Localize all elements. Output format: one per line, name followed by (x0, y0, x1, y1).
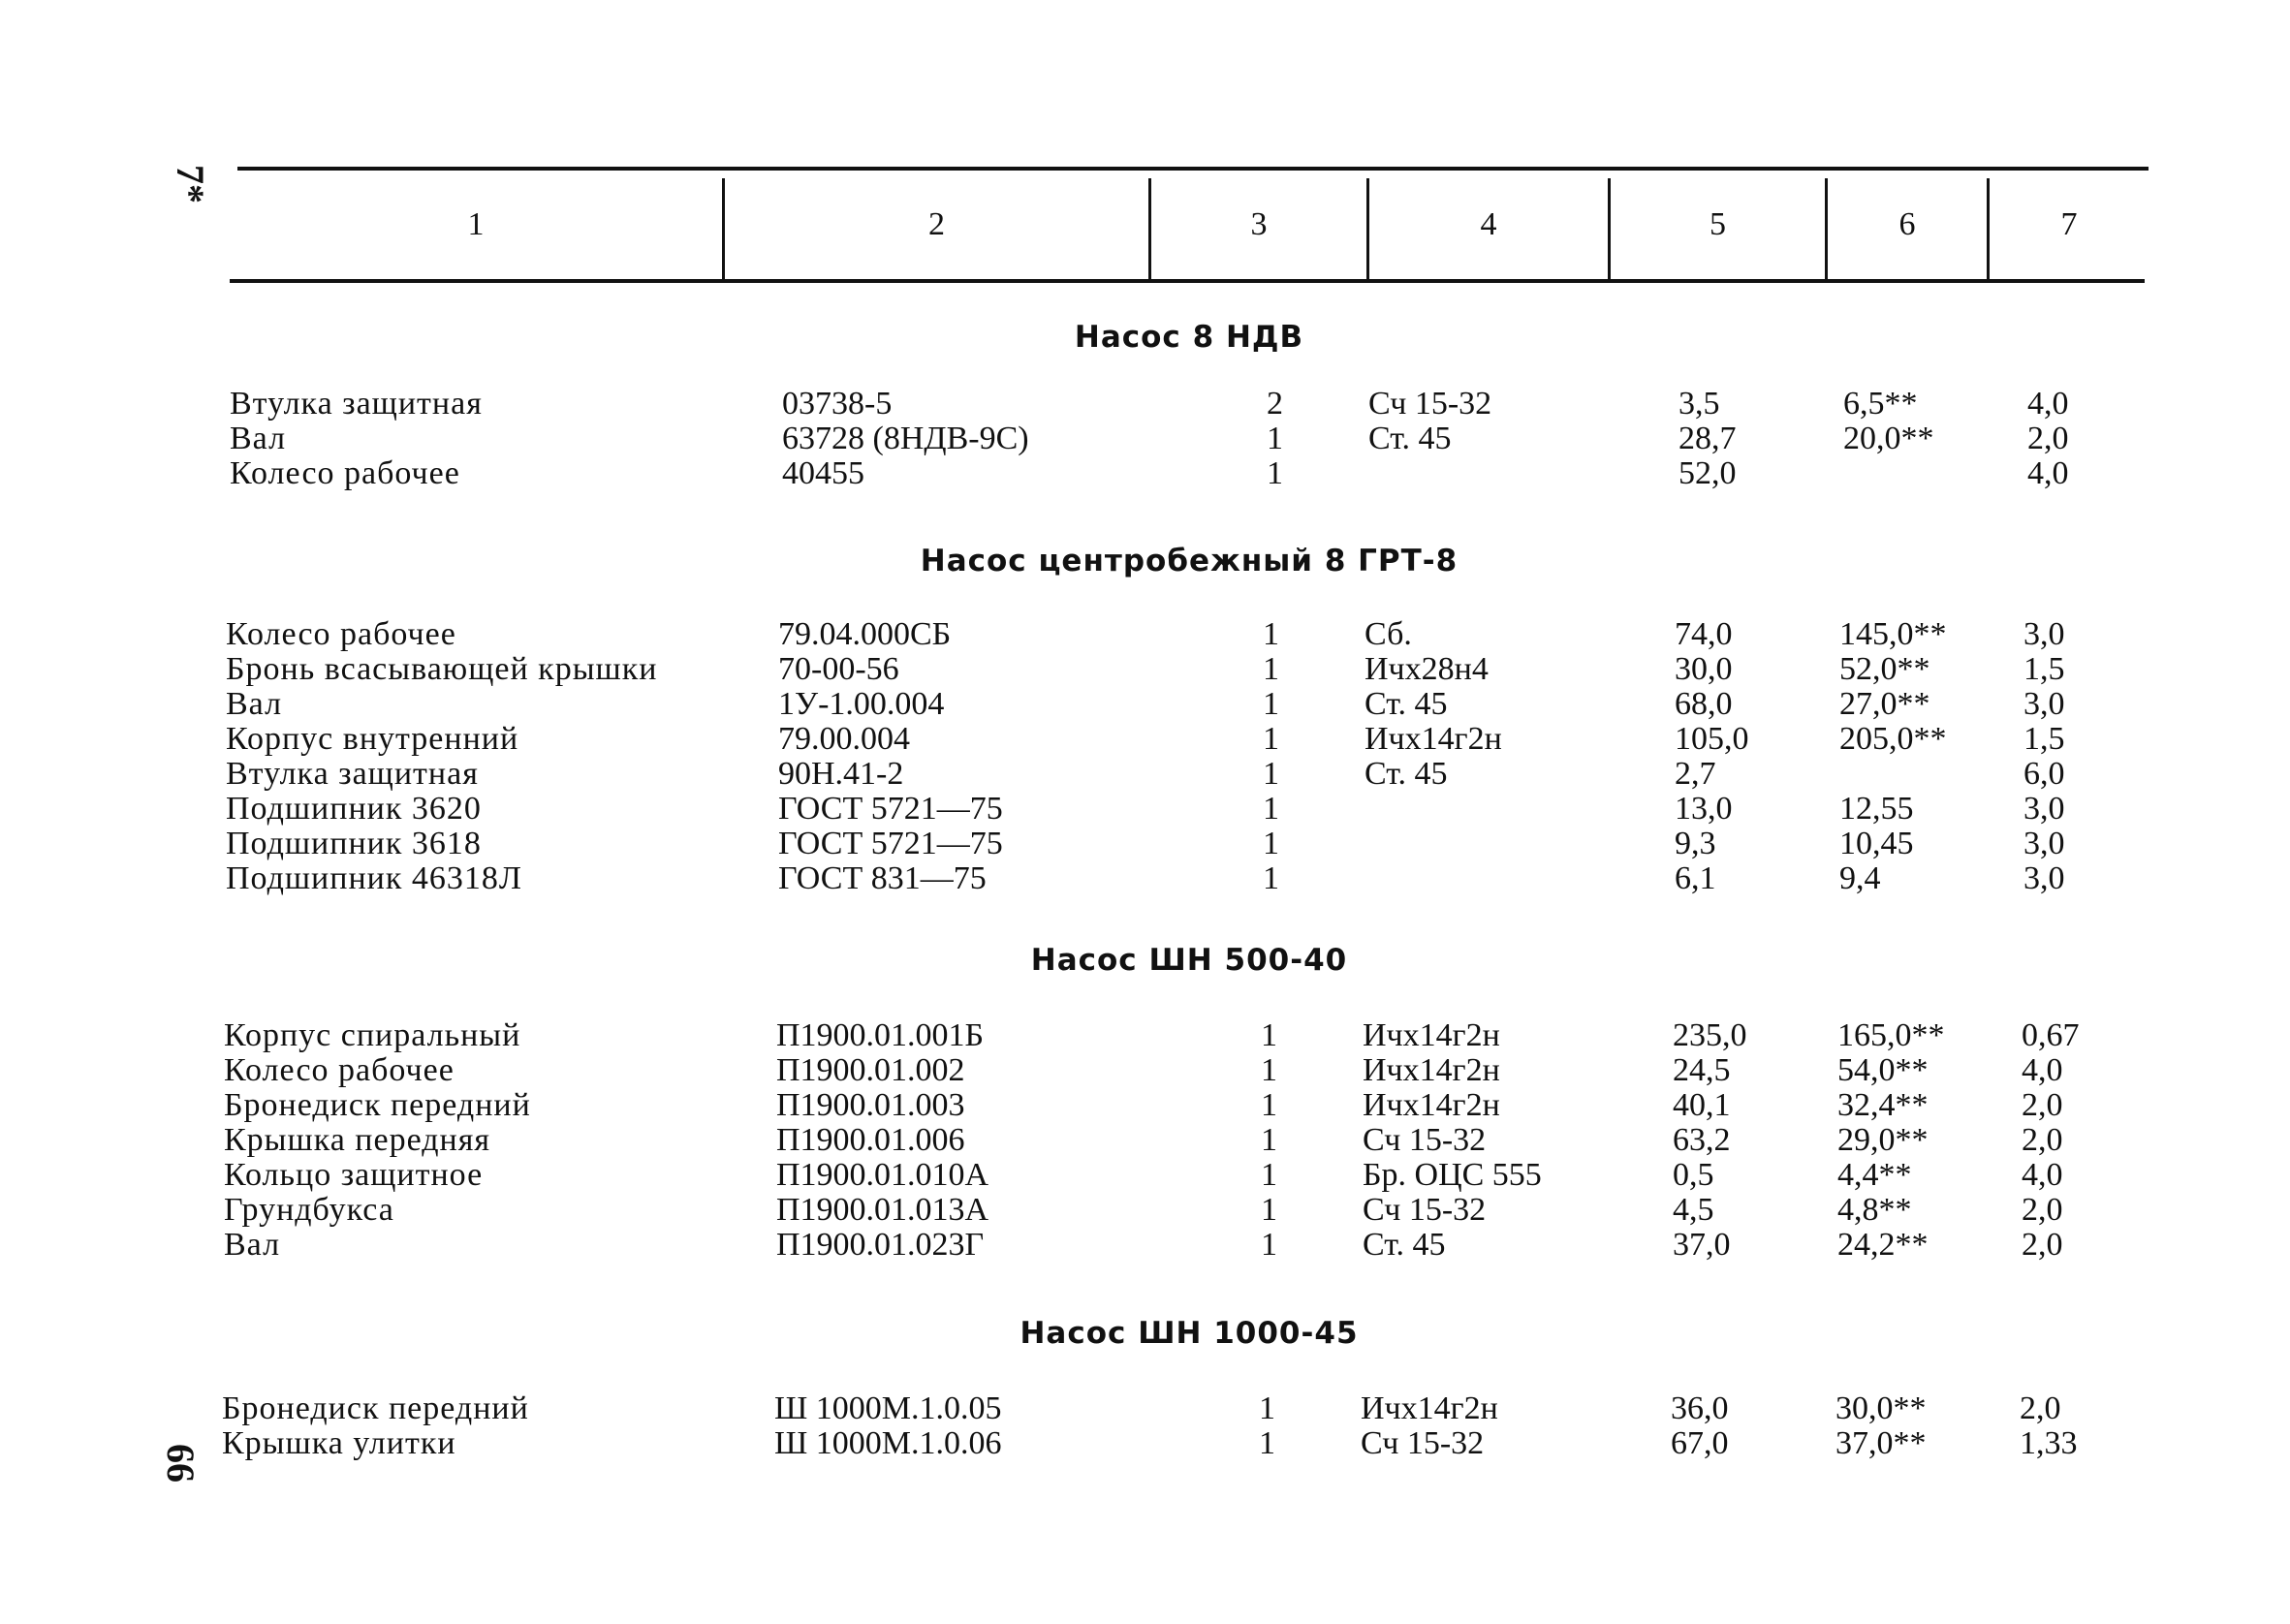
cell-mass: 3,5 (1678, 386, 1720, 422)
cell-quantity: 1 (1261, 1087, 1277, 1123)
cell-mass: 63,2 (1673, 1122, 1731, 1158)
table-row (224, 1123, 2143, 1158)
section-title: Насос 8 НДВ (1074, 320, 1304, 355)
header-col-2: 2 (928, 206, 945, 242)
table-row (224, 1018, 2143, 1053)
table-row (226, 757, 2145, 792)
table-row (226, 652, 2145, 687)
cell-part-name: Вал (230, 421, 287, 456)
cell-norm: 0,67 (2022, 1017, 2080, 1053)
cell-part-name: Корпус спиральный (224, 1017, 521, 1053)
cell-norm: 3,0 (2023, 616, 2065, 652)
cell-material: Ичх28н4 (1365, 651, 1489, 687)
cell-material: Сч 15-32 (1368, 386, 1492, 422)
cell-part-name: Вал (226, 686, 283, 722)
cell-drawing-number: Ш 1000М.1.0.06 (774, 1425, 1002, 1461)
cell-drawing-number: П1900.01.003 (776, 1087, 965, 1123)
cell-quantity: 1 (1259, 1390, 1275, 1426)
cell-material: Ичх14г2н (1363, 1052, 1500, 1088)
cell-mass: 37,0 (1673, 1227, 1731, 1263)
cell-drawing-number: П1900.01.010А (776, 1157, 989, 1193)
cell-drawing-number: П1900.01.006 (776, 1122, 965, 1158)
cell-quantity: 1 (1261, 1192, 1277, 1228)
page-marker-top: 7* (169, 165, 212, 203)
table-header-rule (230, 279, 2145, 283)
cell-norm: 6,0 (2023, 756, 2065, 792)
cell-mass: 30,0 (1675, 651, 1733, 687)
table-row (230, 387, 2149, 422)
cell-material: Ичх14г2н (1361, 1390, 1498, 1426)
cell-quantity: 1 (1263, 721, 1279, 757)
cell-material: Ст. 45 (1368, 421, 1452, 456)
table-row (226, 687, 2145, 722)
cell-part-name: Колесо рабочее (226, 616, 456, 652)
cell-mass-alt: 145,0** (1839, 616, 1947, 652)
cell-mass: 67,0 (1671, 1425, 1729, 1461)
cell-mass: 40,1 (1673, 1087, 1731, 1123)
cell-norm: 3,0 (2023, 686, 2065, 722)
cell-mass-alt: 10,45 (1839, 826, 1914, 861)
cell-drawing-number: П1900.01.001Б (776, 1017, 985, 1053)
cell-mass-alt: 205,0** (1839, 721, 1947, 757)
cell-quantity: 1 (1261, 1122, 1277, 1158)
section-title: Насос ШН 1000-45 (1020, 1316, 1359, 1351)
cell-quantity: 2 (1267, 386, 1283, 422)
cell-material: Ст. 45 (1363, 1227, 1446, 1263)
cell-part-name: Кольцо защитное (224, 1157, 484, 1193)
cell-drawing-number: 03738-5 (782, 386, 893, 422)
table-row (224, 1158, 2143, 1193)
table-row (226, 792, 2145, 827)
cell-quantity: 1 (1261, 1017, 1277, 1053)
cell-mass: 24,5 (1673, 1052, 1731, 1088)
cell-norm: 3,0 (2023, 791, 2065, 827)
header-col-6: 6 (1898, 206, 1916, 242)
cell-drawing-number: 70-00-56 (778, 651, 899, 687)
cell-drawing-number: П1900.01.023Г (776, 1227, 985, 1263)
table-row (226, 861, 2145, 896)
header-col-4: 4 (1480, 206, 1497, 242)
cell-norm: 2,0 (2022, 1122, 2063, 1158)
cell-material: Сч 15-32 (1363, 1192, 1487, 1228)
table-header (230, 171, 2149, 279)
table-row (230, 456, 2149, 491)
cell-material: Сч 15-32 (1361, 1425, 1485, 1461)
cell-mass-alt: 24,2** (1837, 1227, 1929, 1263)
cell-material: Сб. (1365, 616, 1412, 652)
cell-norm: 1,5 (2023, 721, 2065, 757)
cell-mass-alt: 52,0** (1839, 651, 1930, 687)
cell-material: Ст. 45 (1365, 756, 1448, 792)
cell-norm: 3,0 (2023, 826, 2065, 861)
cell-part-name: Бронедиск передний (222, 1390, 529, 1426)
cell-norm: 4,0 (2027, 455, 2069, 491)
cell-drawing-number: П1900.01.002 (776, 1052, 965, 1088)
cell-norm: 2,0 (2022, 1227, 2063, 1263)
cell-material: Ичх14г2н (1363, 1017, 1500, 1053)
cell-mass: 28,7 (1678, 421, 1737, 456)
cell-mass-alt: 4,4** (1837, 1157, 1912, 1193)
table-row (224, 1053, 2143, 1088)
cell-quantity: 1 (1263, 860, 1279, 896)
cell-mass-alt: 54,0** (1837, 1052, 1929, 1088)
cell-drawing-number: ГОСТ 5721—75 (778, 826, 1003, 861)
cell-material: Ичх14г2н (1363, 1087, 1500, 1123)
cell-norm: 2,0 (2022, 1087, 2063, 1123)
cell-mass: 9,3 (1675, 826, 1716, 861)
cell-drawing-number: ГОСТ 5721—75 (778, 791, 1003, 827)
cell-quantity: 1 (1261, 1157, 1277, 1193)
cell-quantity: 1 (1263, 651, 1279, 687)
cell-drawing-number: 79.04.000СБ (778, 616, 952, 652)
cell-mass: 68,0 (1675, 686, 1733, 722)
header-col-1: 1 (467, 206, 485, 242)
cell-part-name: Втулка защитная (230, 386, 483, 422)
cell-norm: 2,0 (2020, 1390, 2061, 1426)
cell-part-name: Втулка защитная (226, 756, 479, 792)
cell-mass-alt: 6,5** (1843, 386, 1918, 422)
cell-drawing-number: ГОСТ 831—75 (778, 860, 987, 896)
cell-mass: 74,0 (1675, 616, 1733, 652)
table-row (224, 1088, 2143, 1123)
cell-mass-alt: 29,0** (1837, 1122, 1929, 1158)
cell-quantity: 1 (1261, 1052, 1277, 1088)
table-row (230, 422, 2149, 456)
cell-mass: 36,0 (1671, 1390, 1729, 1426)
cell-part-name: Грундбукса (224, 1192, 394, 1228)
cell-material: Сч 15-32 (1363, 1122, 1487, 1158)
header-col-7: 7 (2060, 206, 2078, 242)
cell-mass-alt: 9,4 (1839, 860, 1881, 896)
cell-mass: 52,0 (1678, 455, 1737, 491)
cell-drawing-number: 79.00.004 (778, 721, 910, 757)
cell-mass: 235,0 (1673, 1017, 1747, 1053)
cell-mass: 6,1 (1675, 860, 1716, 896)
cell-mass: 13,0 (1675, 791, 1733, 827)
cell-part-name: Вал (224, 1227, 281, 1263)
cell-part-name: Крышка передняя (224, 1122, 490, 1158)
cell-norm: 2,0 (2027, 421, 2069, 456)
table-row (226, 827, 2145, 861)
cell-part-name: Колесо рабочее (230, 455, 460, 491)
cell-quantity: 1 (1259, 1425, 1275, 1461)
cell-norm: 1,5 (2023, 651, 2065, 687)
cell-mass-alt: 20,0** (1843, 421, 1934, 456)
cell-material: Ичх14г2н (1365, 721, 1502, 757)
table-row (222, 1391, 2141, 1426)
cell-quantity: 1 (1267, 421, 1283, 456)
cell-quantity: 1 (1263, 686, 1279, 722)
cell-quantity: 1 (1263, 791, 1279, 827)
cell-drawing-number: Ш 1000М.1.0.05 (774, 1390, 1002, 1426)
cell-mass-alt: 32,4** (1837, 1087, 1929, 1123)
cell-part-name: Корпус внутренний (226, 721, 519, 757)
cell-drawing-number: П1900.01.013А (776, 1192, 989, 1228)
cell-mass-alt: 30,0** (1835, 1390, 1927, 1426)
cell-mass-alt: 4,8** (1837, 1192, 1912, 1228)
cell-quantity: 1 (1263, 756, 1279, 792)
cell-drawing-number: 90Н.41-2 (778, 756, 904, 792)
header-col-5: 5 (1710, 206, 1726, 242)
cell-drawing-number: 63728 (8НДВ-9С) (782, 421, 1029, 456)
cell-quantity: 1 (1263, 616, 1279, 652)
table-row (222, 1426, 2141, 1461)
page-number: 66 (159, 1444, 203, 1483)
cell-norm: 4,0 (2022, 1052, 2063, 1088)
section-title: Насос центробежный 8 ГРТ-8 (920, 544, 1459, 578)
cell-norm: 2,0 (2022, 1192, 2063, 1228)
cell-mass-alt: 27,0** (1839, 686, 1930, 722)
cell-drawing-number: 40455 (782, 455, 864, 491)
cell-quantity: 1 (1263, 826, 1279, 861)
cell-norm: 4,0 (2022, 1157, 2063, 1193)
cell-part-name: Бронь всасывающей крышки (226, 651, 658, 687)
cell-material: Бр. ОЦС 555 (1363, 1157, 1542, 1193)
cell-quantity: 1 (1267, 455, 1283, 491)
table-row (226, 722, 2145, 757)
cell-part-name: Колесо рабочее (224, 1052, 455, 1088)
cell-norm: 3,0 (2023, 860, 2065, 896)
cell-mass: 4,5 (1673, 1192, 1714, 1228)
cell-material: Ст. 45 (1365, 686, 1448, 722)
cell-mass: 0,5 (1673, 1157, 1714, 1193)
cell-mass-alt: 165,0** (1837, 1017, 1945, 1053)
table-row (226, 617, 2145, 652)
cell-norm: 4,0 (2027, 386, 2069, 422)
cell-part-name: Подшипник 3620 (226, 791, 482, 827)
cell-mass-alt: 12,55 (1839, 791, 1914, 827)
cell-mass: 2,7 (1675, 756, 1716, 792)
cell-mass-alt: 37,0** (1835, 1425, 1927, 1461)
cell-mass: 105,0 (1675, 721, 1749, 757)
cell-part-name: Бронедиск передний (224, 1087, 531, 1123)
header-col-3: 3 (1250, 206, 1268, 242)
cell-part-name: Подшипник 46318Л (226, 860, 522, 896)
cell-part-name: Подшипник 3618 (226, 826, 482, 861)
table-row (224, 1228, 2143, 1263)
table-row (224, 1193, 2143, 1228)
cell-part-name: Крышка улитки (222, 1425, 456, 1461)
cell-quantity: 1 (1261, 1227, 1277, 1263)
section-title: Насос ШН 500-40 (1030, 943, 1348, 978)
cell-norm: 1,33 (2020, 1425, 2078, 1461)
cell-drawing-number: 1У-1.00.004 (778, 686, 945, 722)
